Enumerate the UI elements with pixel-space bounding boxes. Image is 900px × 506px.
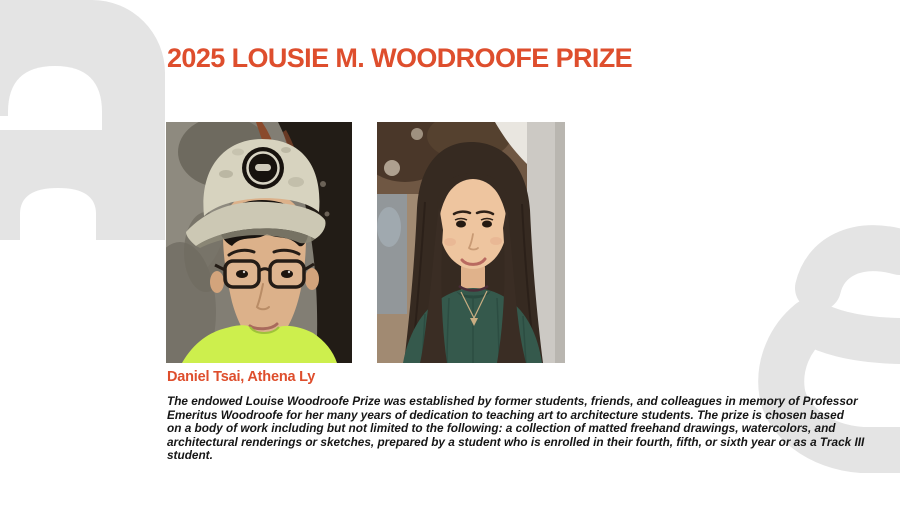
photo-daniel-tsai xyxy=(166,122,352,363)
prize-description xyxy=(167,395,864,463)
photo-athena-ly xyxy=(377,122,565,363)
background-digit-2 xyxy=(0,0,165,240)
face xyxy=(439,179,507,269)
slide-title: 2025 LOUSIE M. WOODROOFE PRIZE xyxy=(167,43,633,73)
description-line: student. xyxy=(167,448,213,462)
description-line: Emeritus Woodroofe for her many years of dedication to teaching art to architecture students. The prize is chosen based xyxy=(167,407,844,422)
description-line: architectural renderings or sketches, prepared by a student who is enrolled in their fourth, fifth, or sixth year or as a Track III xyxy=(167,434,865,449)
recipient-names: Daniel Tsai, Athena Ly xyxy=(167,369,316,385)
recipient-photos xyxy=(166,122,565,363)
description-line: on a body of work including but not limited to the following: a collection of matted freehand drawings, watercolors, and xyxy=(167,421,836,435)
description-line: The endowed Louise Woodroofe Prize was established by former students, friends, and colleagues in memory of Professor xyxy=(167,394,858,408)
